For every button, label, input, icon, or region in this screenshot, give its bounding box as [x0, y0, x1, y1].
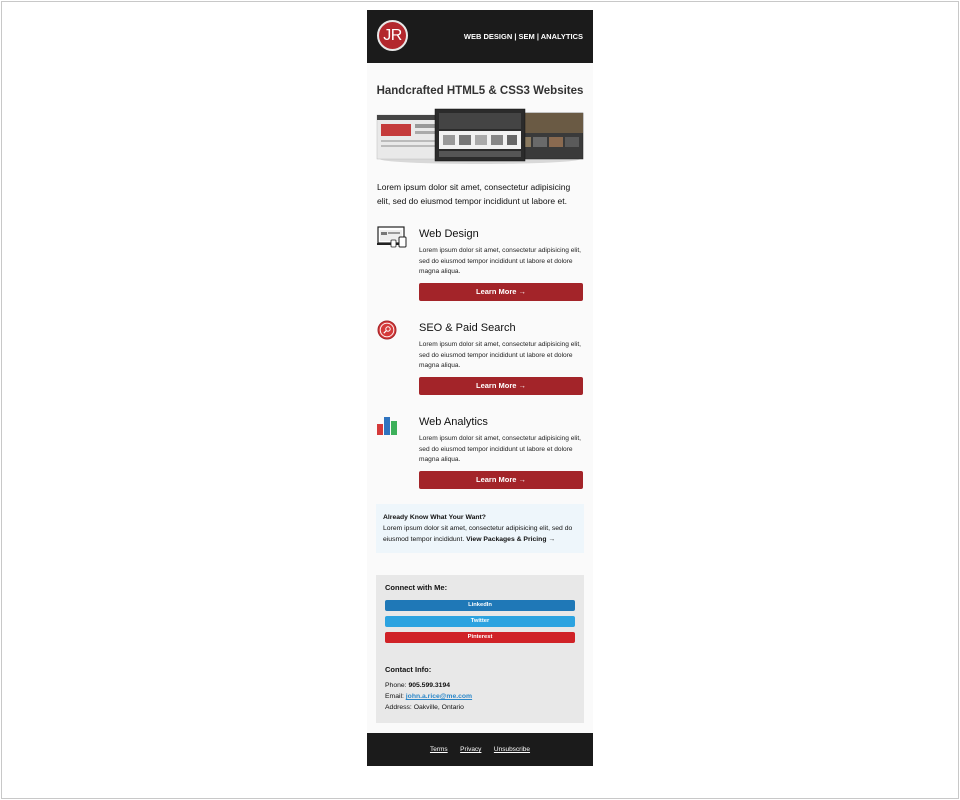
- twitter-button[interactable]: Twitter: [385, 616, 575, 627]
- magnifier-icon: [377, 320, 407, 342]
- email-container: [367, 10, 593, 766]
- phone-value: 905.599.3194: [408, 682, 451, 689]
- devices-icon: [377, 226, 407, 248]
- email-line: [385, 691, 575, 702]
- linkedin-button[interactable]: LinkedIn: [385, 600, 575, 611]
- website-mockups-image: [375, 107, 585, 167]
- service-title: Web Design: [419, 228, 479, 240]
- view-packages-link[interactable]: View Packages & Pricing →: [466, 536, 556, 543]
- connect-title: Connect with Me:: [385, 583, 448, 592]
- terms-link[interactable]: Terms: [429, 746, 448, 753]
- service-description: Lorem ipsum dolor sit amet, consectetur adipisicing elit, sed do eiusmod tempor incididunt ut labore et dolore magna aliqua.: [419, 341, 581, 369]
- email-label: Email:: [385, 693, 404, 700]
- service-title: Web Analytics: [419, 416, 488, 428]
- nav-links[interactable]: WEB DESIGN | SEM | ANALYTICS: [463, 32, 583, 41]
- connect-panel: [376, 575, 584, 723]
- header-bar: [367, 10, 593, 63]
- pinterest-button[interactable]: Pinterest: [385, 632, 575, 643]
- service-web-design: [377, 226, 583, 306]
- unsubscribe-link[interactable]: Unsubscribe: [493, 746, 531, 753]
- learn-more-button[interactable]: Learn More →: [419, 471, 583, 489]
- email-link[interactable]: john.a.rice@me.com: [405, 693, 473, 700]
- service-description: Lorem ipsum dolor sit amet, consectetur adipisicing elit, sed do eiusmod tempor incididunt ut labore et dolore magna aliqua.: [419, 435, 581, 463]
- intro-text: Lorem ipsum dolor sit amet, consectetur adipisicing elit, sed do eiusmod tempor incididunt ut labore et.: [377, 182, 571, 206]
- pricing-callout: [376, 504, 584, 553]
- footer-bar: [367, 733, 593, 766]
- address-value: Oakville, Ontario: [413, 704, 464, 711]
- hero-title: Handcrafted HTML5 & CSS3 Websites: [376, 85, 584, 97]
- logo[interactable]: JR: [377, 20, 408, 51]
- callout-title: Already Know What Your Want?: [383, 514, 486, 521]
- service-seo: [377, 320, 583, 400]
- address-label: Address:: [385, 704, 412, 711]
- privacy-link[interactable]: Privacy: [460, 746, 482, 753]
- service-title: SEO & Paid Search: [419, 322, 516, 334]
- callout-text: Lorem ipsum dolor sit amet, consectetur adipisicing elit, sed do eiusmod tempor incididunt.: [383, 525, 573, 543]
- phone-label: Phone:: [385, 682, 407, 689]
- learn-more-button[interactable]: Learn More →: [419, 377, 583, 395]
- bar-chart-icon: [377, 414, 407, 436]
- learn-more-button[interactable]: Learn More →: [419, 283, 583, 301]
- address-line: [385, 702, 575, 713]
- service-analytics: [377, 414, 583, 494]
- contact-title: Contact Info:: [385, 665, 432, 674]
- phone-line: [385, 680, 575, 691]
- service-description: Lorem ipsum dolor sit amet, consectetur adipisicing elit, sed do eiusmod tempor incididunt ut labore et dolore magna aliqua.: [419, 247, 581, 275]
